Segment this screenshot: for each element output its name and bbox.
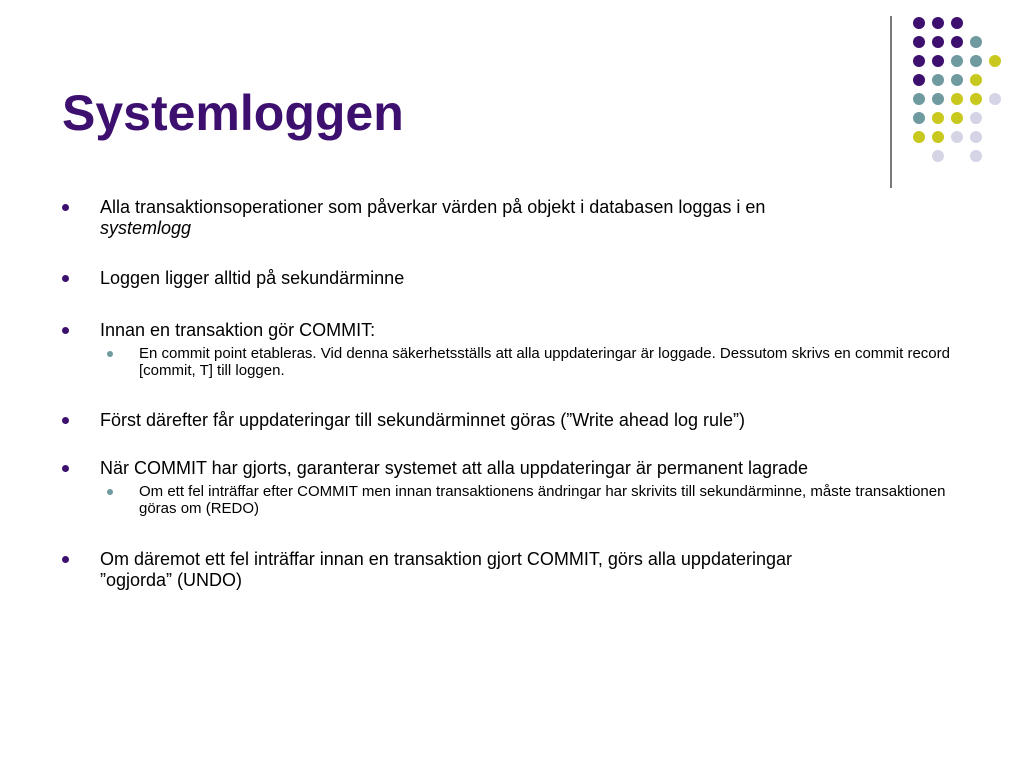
- decorative-dot: [932, 74, 944, 86]
- bullet-text: Först därefter får uppdateringar till sekundärminnet göras (”Write ahead log rule”): [100, 410, 745, 430]
- decorative-dot: [951, 55, 963, 67]
- decorative-dot: [989, 55, 1001, 67]
- slide-title: Systemloggen: [62, 85, 404, 141]
- decorative-dot: [913, 131, 925, 143]
- decorative-dot: [989, 93, 1001, 105]
- bullet-emphasis: systemlogg: [100, 218, 192, 238]
- decorative-dot: [913, 93, 925, 105]
- decorative-dot: [932, 150, 944, 162]
- decorative-dot: [970, 112, 982, 124]
- bullet-text: När COMMIT har gjorts, garanterar systemet att alla uppdateringar är permanent lagrade: [100, 458, 808, 478]
- sub-bullet-item: [139, 345, 969, 379]
- bullet-text: Loggen ligger alltid på sekundärminne: [100, 268, 405, 288]
- decorative-dot: [932, 131, 944, 143]
- bullet-item: [100, 268, 920, 289]
- decorative-dot: [932, 93, 944, 105]
- decorative-dot: [913, 55, 925, 67]
- decorative-dot: [951, 112, 963, 124]
- decorative-dot: [970, 74, 982, 86]
- decorative-dot: [932, 112, 944, 124]
- divider-line: [890, 16, 892, 188]
- bullet-dot: [62, 465, 69, 472]
- decorative-dot: [970, 55, 982, 67]
- bullet-dot: [62, 275, 69, 282]
- bullet-dot: [62, 327, 69, 334]
- decorative-dot: [932, 17, 944, 29]
- decorative-dot: [951, 36, 963, 48]
- sub-bullet-text: Om ett fel inträffar efter COMMIT men innan transaktionens ändringar har skrivits till sekundärminne, måste transaktionen göras om (REDO): [139, 483, 946, 517]
- decorative-dot: [951, 17, 963, 29]
- sub-bullet-dot: [107, 489, 113, 495]
- decorative-dot: [932, 55, 944, 67]
- bullet-dot: [62, 556, 69, 563]
- bullet-text: Om däremot ett fel inträffar innan en transaktion gjort COMMIT, görs alla uppdateringar ”ogjorda” (UNDO): [100, 549, 792, 590]
- sub-bullet-item: [139, 483, 969, 517]
- bullet-dot: [62, 417, 69, 424]
- decorative-dot: [951, 93, 963, 105]
- bullet-item: [100, 410, 920, 431]
- decorative-dot: [970, 131, 982, 143]
- bullet-text: Innan en transaktion gör COMMIT:: [100, 320, 376, 340]
- decorative-dot: [913, 74, 925, 86]
- bullet-item: [100, 197, 920, 239]
- decorative-dot: [951, 74, 963, 86]
- decorative-dot: [913, 112, 925, 124]
- decorative-dot: [970, 93, 982, 105]
- bullet-dot: [62, 204, 69, 211]
- bullet-text: Alla transaktionsoperationer som påverkar värden på objekt i databasen loggas i en: [100, 197, 766, 217]
- bullet-item: [100, 458, 920, 479]
- decorative-dot: [970, 36, 982, 48]
- decorative-dot: [913, 17, 925, 29]
- decorative-dot: [970, 150, 982, 162]
- sub-bullet-dot: [107, 351, 113, 357]
- bullet-item: [100, 549, 820, 591]
- decorative-dot: [913, 36, 925, 48]
- bullet-item: [100, 320, 920, 341]
- decorative-dot: [951, 131, 963, 143]
- sub-bullet-text: En commit point etableras. Vid denna säkerhetsställs att alla uppdateringar är loggade. Dessutom skrivs en commit record [commit, T] till loggen.: [139, 345, 950, 379]
- decorative-dot: [932, 36, 944, 48]
